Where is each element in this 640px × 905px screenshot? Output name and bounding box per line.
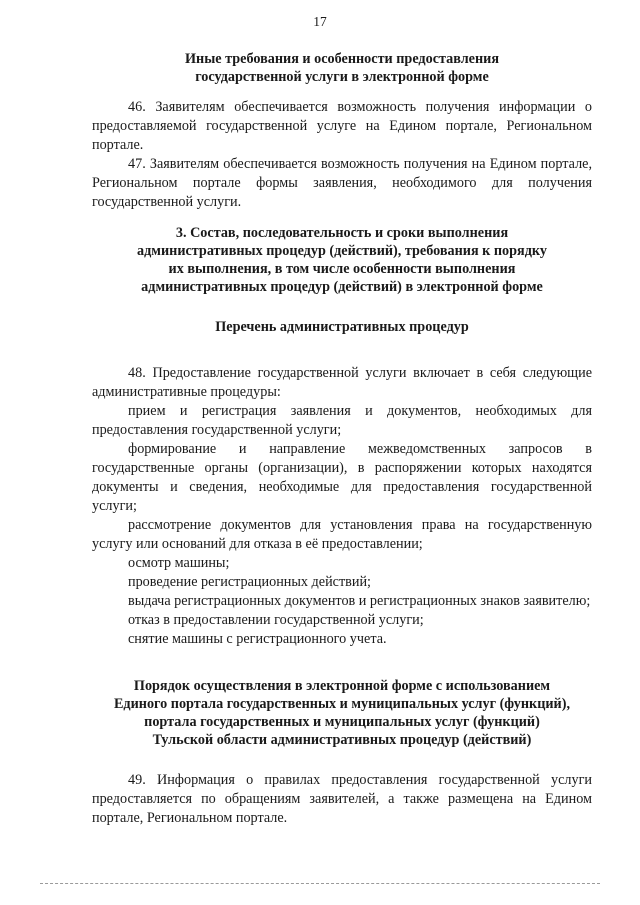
page-number: 17 bbox=[313, 14, 327, 29]
procedure-item: снятие машины с регистрационного учета. bbox=[128, 631, 387, 647]
footer-divider bbox=[40, 883, 600, 884]
procedure-item: осмотр машины; bbox=[128, 555, 230, 571]
procedure-item: прием и регистрация заявления и документов, необходимых для предоставления государственной услуги; bbox=[92, 403, 592, 438]
paragraph-49: 49. Информация о правилах предоставления государственной услуги предоставляется по обращениям заявителей, а также размещена на Едином портале, Региональном портале. bbox=[92, 772, 592, 826]
heading-line: их выполнения, в том числе особенности выполнения bbox=[168, 261, 516, 277]
section-heading-electronic-procedures bbox=[92, 677, 592, 749]
procedure-item: формирование и направление межведомственных запросов в государственные органы (организации), в распоряжении которых находятся документы и сведения, необходимые для предоставления государственной услуги; bbox=[92, 441, 592, 514]
section-heading-3 bbox=[92, 224, 592, 296]
subheading-procedures-list: Перечень административных процедур bbox=[215, 319, 469, 335]
paragraph-46: 46. Заявителям обеспечивается возможность получения информации о предоставляемой государственной услуге на Едином портале, Региональном портале. bbox=[92, 99, 592, 153]
heading-line: портала государственных и муниципальных услуг (функций) bbox=[144, 714, 540, 730]
procedure-item: выдача регистрационных документов и регистрационных знаков заявителю; bbox=[128, 593, 591, 609]
procedure-item: рассмотрение документов для установления права на государственную услугу или оснований для отказа в её предоставлении; bbox=[92, 517, 592, 552]
heading-line: 3. Состав, последовательность и сроки выполнения bbox=[175, 225, 509, 241]
heading-line: административных процедур (действий), требования к порядку bbox=[137, 243, 547, 259]
heading-line: Иные требования и особенности предоставления bbox=[184, 51, 499, 67]
heading-line: государственной услуги в электронной форме bbox=[195, 69, 489, 85]
heading-line: Порядок осуществления в электронной форме с использованием bbox=[133, 678, 551, 694]
procedure-item: проведение регистрационных действий; bbox=[128, 574, 371, 590]
paragraph-48: 48. Предоставление государственной услуги включает в себя следующие административные процедуры: bbox=[92, 365, 592, 400]
section-heading-electronic-requirements bbox=[92, 50, 592, 86]
procedure-item: отказ в предоставлении государственной услуги; bbox=[128, 612, 424, 628]
paragraph-47: 47. Заявителям обеспечивается возможность получения на Едином портале, Региональном портале формы заявления, необходимого для получения государственной услуги. bbox=[92, 156, 592, 210]
heading-line: Тульской области административных процедур (действий) bbox=[152, 732, 532, 748]
heading-line: Единого портала государственных и муниципальных услуг (функций), bbox=[113, 696, 571, 712]
document-body bbox=[92, 50, 592, 828]
heading-line: административных процедур (действий) в электронной форме bbox=[141, 279, 543, 295]
